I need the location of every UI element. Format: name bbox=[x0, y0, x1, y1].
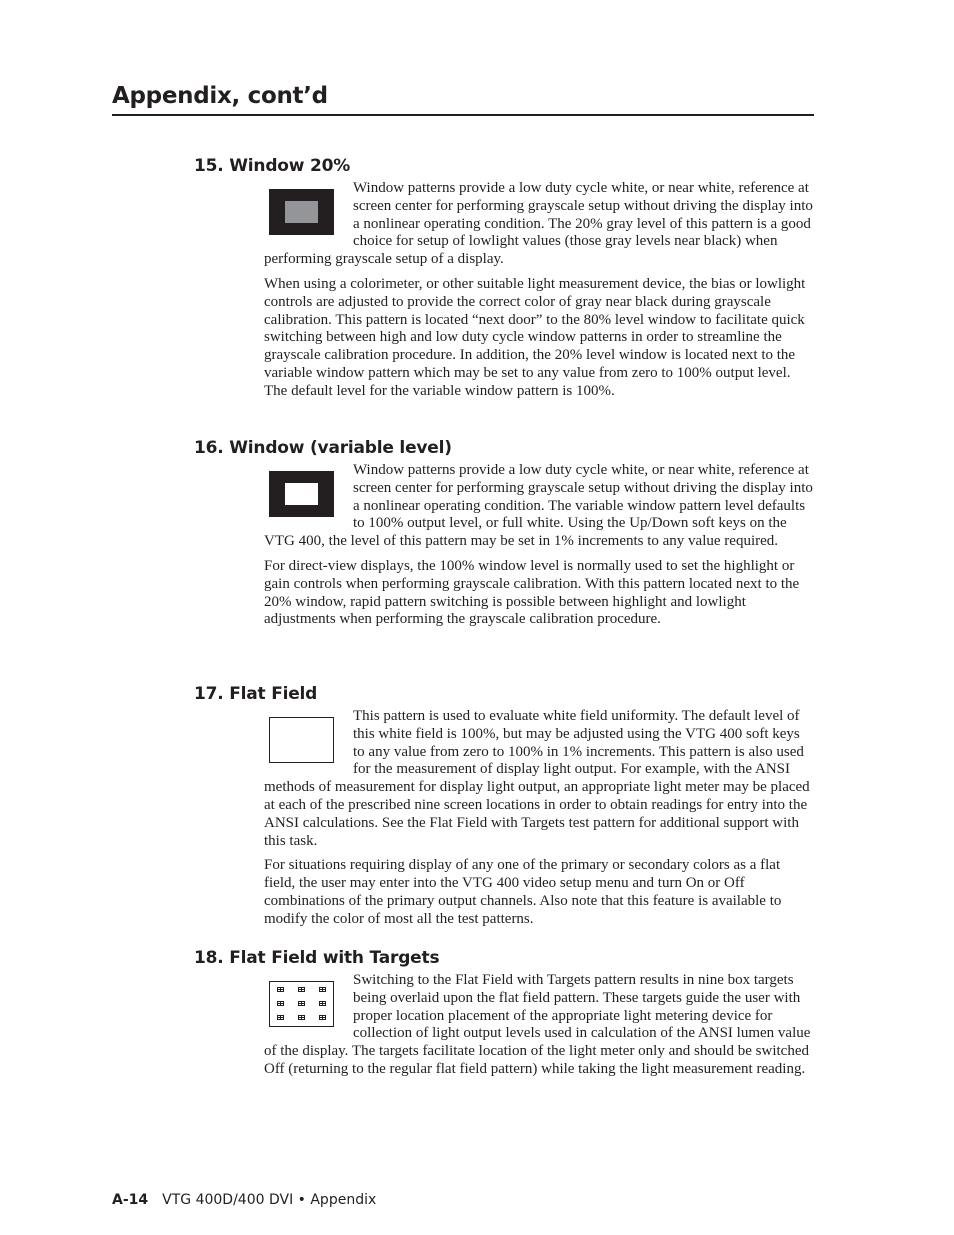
target-box bbox=[298, 1015, 305, 1020]
target-box bbox=[319, 987, 326, 992]
paragraph: For direct-view displays, the 100% window level is normally used to set the highlight or gain controls when performing grayscale calibration. With this pattern located next to the 20% window, rapid pattern switching is possible between highlight and lowlight adjustments when performing the grayscale calibration procedure. bbox=[264, 557, 800, 628]
paragraph: This pattern is used to evaluate white field uniformity. The default level of this white field is 100%, but may be adjusted using the VTG 400 soft keys to any value from zero to 100% in 1% increments. This pattern is also used for the measurement of display light output. For example, with the ANSI methods of measurement for display light output, an appropriate light meter may be placed at each of the prescribed nine screen locations in order to obtain readings for entry into the ANSI calculations. See the Flat Field with Targets test pattern for additional support with this task. bbox=[264, 708, 810, 849]
section-window-20 bbox=[194, 155, 814, 408]
window-20-percent-pattern-icon bbox=[269, 189, 334, 235]
paragraph: Switching to the Flat Field with Targets pattern results in nine box targets being overlaid upon the flat field pattern. These targets guide the user with proper location placement of the appropriate light metering device for collection of light output levels used in calculation of the ANSI lumen value of the display. The targets facilitate location of the light meter only and should be switched Off (returning to the regular flat field pattern) while taking the light measurement reading. bbox=[264, 972, 811, 1077]
paragraph: When using a colorimeter, or other suitable light measurement device, the bias or lowlight controls are adjusted to provide the correct color of gray near black during grayscale calibration. This pattern is located “next door” to the 80% level window to facilitate quick switching between high and low duty cycle window patterns in order to streamline the grayscale calibration procedure. In addition, the 20% level window is located next to the variable window pattern which may be set to any value from zero to 100% output level. The default level for the variable window pattern is 100%. bbox=[264, 275, 806, 399]
section-flat-field bbox=[194, 683, 814, 936]
flat-field-targets-pattern-icon bbox=[269, 981, 334, 1027]
target-box bbox=[277, 987, 284, 992]
paragraph: Window patterns provide a low duty cycle white, or near white, reference at screen center for performing grayscale setup without driving the display into a nonlinear operating condition. The 20% gray level of this pattern is a good choice for setup of lowlight values (those gray levels near black) when performing grayscale setup of a display. bbox=[264, 180, 813, 268]
target-box bbox=[277, 1015, 284, 1020]
window-variable-pattern-icon bbox=[269, 471, 334, 517]
section-flat-field-targets bbox=[194, 947, 814, 1086]
paragraph: For situations requiring display of any one of the primary or secondary colors as a flat field, the user may enter into the VTG 400 video setup menu and turn On or Off combinations of the primary output channels. Also note that this feature is available to modify the color of most all the test patterns. bbox=[264, 857, 782, 927]
target-box bbox=[298, 1001, 305, 1006]
target-box bbox=[319, 1015, 326, 1020]
target-box bbox=[319, 1001, 326, 1006]
document-title: VTG 400D/400 DVI • Appendix bbox=[162, 1192, 377, 1208]
section-heading: 17. Flat Field bbox=[194, 684, 318, 704]
page-title: Appendix, cont’d bbox=[112, 80, 814, 116]
page-number: A-14 bbox=[112, 1192, 149, 1208]
target-box bbox=[298, 987, 305, 992]
paragraph: Window patterns provide a low duty cycle white, or near white, reference at screen center for performing grayscale setup without driving the display into a nonlinear operating condition. The variable window pattern level defaults to 100% output level, or full white. Using the Up/Down soft keys on the VTG 400, the level of this pattern may be set in 1% increments to any value required. bbox=[264, 462, 813, 550]
section-heading: 16. Window (variable level) bbox=[194, 438, 452, 458]
section-heading: 18. Flat Field with Targets bbox=[194, 948, 440, 968]
section-heading: 15. Window 20% bbox=[194, 156, 351, 176]
section-window-variable bbox=[194, 437, 814, 636]
page-footer bbox=[112, 1191, 376, 1209]
target-box bbox=[277, 1001, 284, 1006]
flat-field-pattern-icon bbox=[269, 717, 334, 763]
